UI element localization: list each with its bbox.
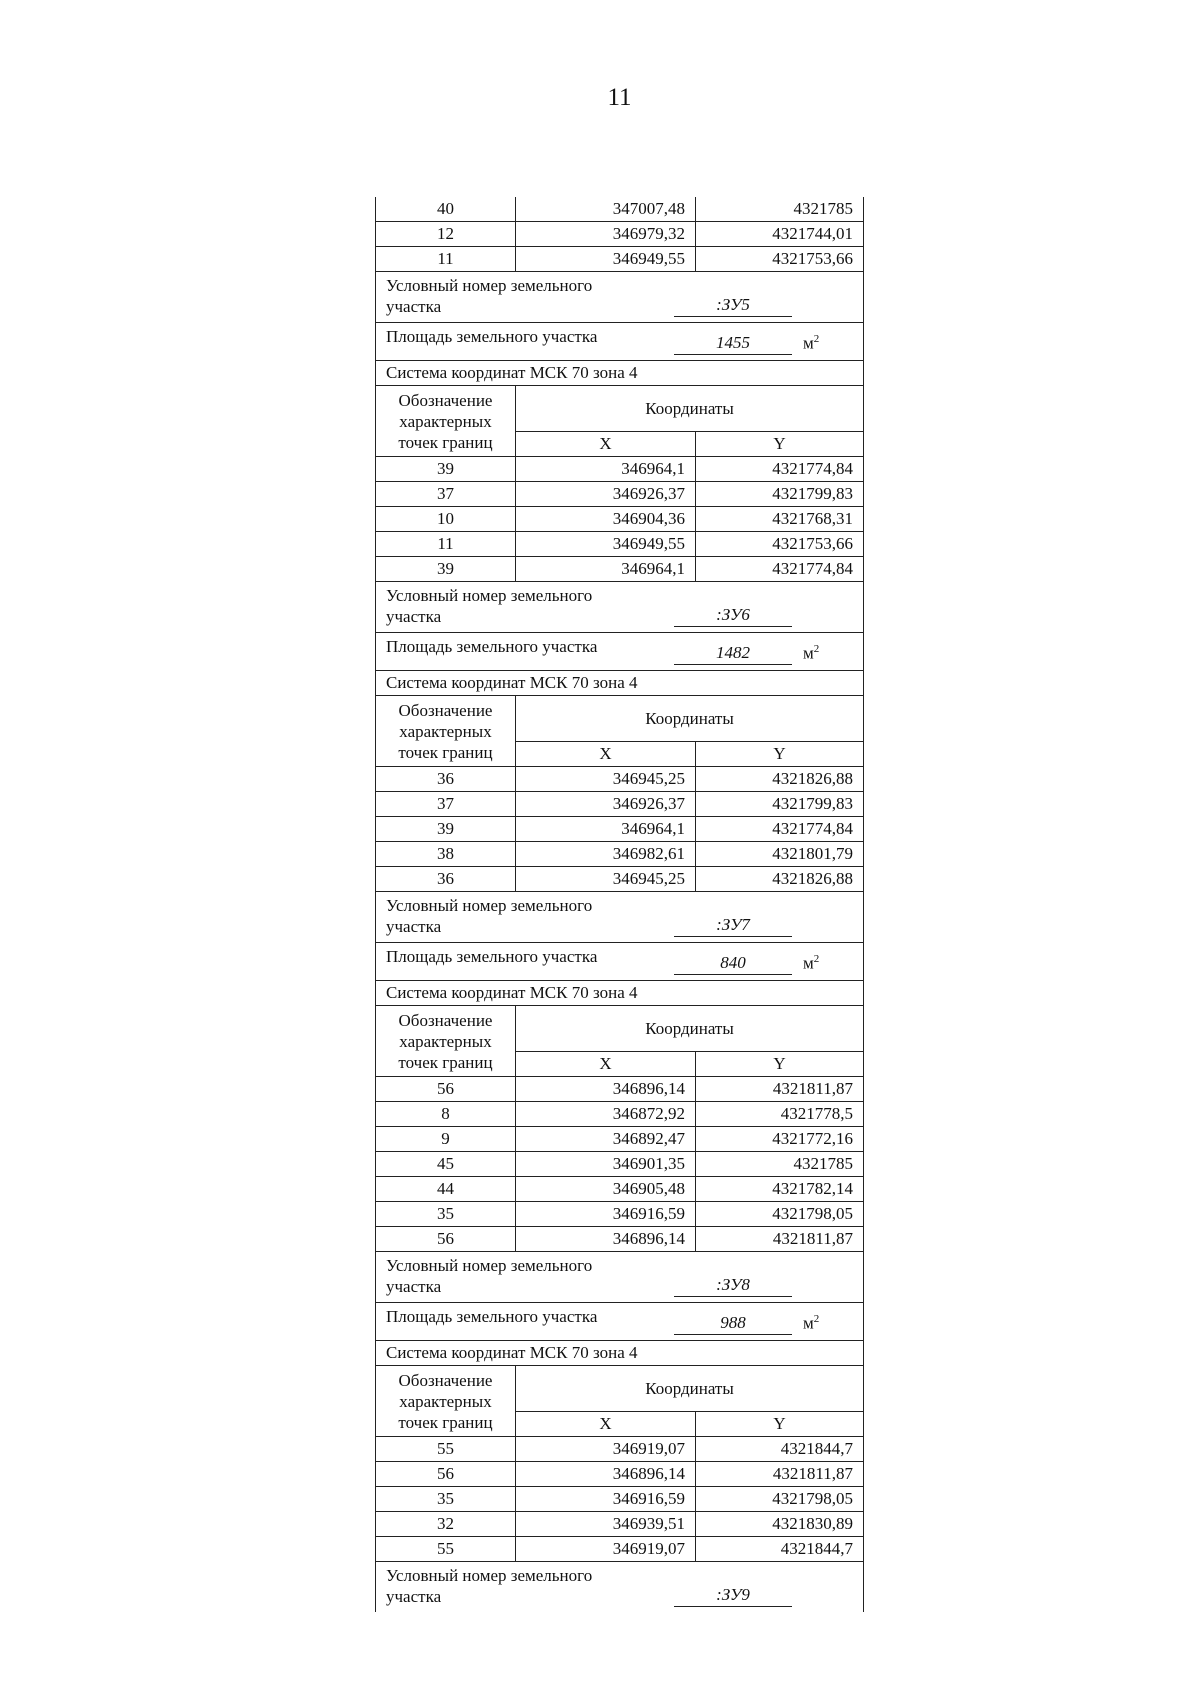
- point-id-cell: 44: [376, 1177, 516, 1202]
- coordinate-row: [376, 1462, 864, 1487]
- area-unit-exponent: 2: [813, 333, 820, 345]
- table-header-row: [376, 1366, 864, 1412]
- area-unit-text: м: [803, 953, 814, 973]
- coord-system-row: [376, 671, 864, 696]
- plot-number-cell: [376, 1562, 864, 1613]
- point-id-cell: 56: [376, 1227, 516, 1252]
- y-column-header: Y: [696, 432, 864, 457]
- plot-number-row: [376, 892, 864, 943]
- x-coordinate-cell: 346896,14: [516, 1462, 696, 1487]
- y-coordinate-cell: 4321768,31: [696, 507, 864, 532]
- x-coordinate-cell: 346964,1: [516, 817, 696, 842]
- coordinates-header: Координаты: [516, 1006, 864, 1052]
- x-coordinate-cell: 346926,37: [516, 792, 696, 817]
- coordinate-row: [376, 1177, 864, 1202]
- coordinate-row: [376, 1152, 864, 1177]
- area-unit-text: м: [803, 1313, 814, 1333]
- coord-system-row: [376, 1341, 864, 1366]
- area-unit: [803, 639, 819, 664]
- point-column-header: Обозначение характерных точек границ: [376, 1006, 516, 1077]
- plot-number-row: [376, 1562, 864, 1613]
- point-id-cell: 45: [376, 1152, 516, 1177]
- plot-area-row: [376, 633, 864, 671]
- x-coordinate-cell: 346949,55: [516, 247, 696, 272]
- coordinates-table: [375, 197, 864, 1612]
- plot-area-value: 1455: [674, 332, 792, 355]
- coordinates-header: Координаты: [516, 1366, 864, 1412]
- y-column-header: Y: [696, 742, 864, 767]
- plot-number-value: :ЗУ6: [674, 604, 792, 627]
- coord-system-cell: Система координат МСК 70 зона 4: [376, 981, 864, 1006]
- plot-area-value: 1482: [674, 642, 792, 665]
- y-coordinate-cell: 4321785: [696, 197, 864, 222]
- plot-number-value: :ЗУ8: [674, 1274, 792, 1297]
- y-coordinate-cell: 4321753,66: [696, 247, 864, 272]
- coordinates-table-body: [376, 197, 864, 1612]
- x-coordinate-cell: 346964,1: [516, 557, 696, 582]
- plot-number-row: [376, 1252, 864, 1303]
- point-id-cell: 37: [376, 792, 516, 817]
- plot-area-row: [376, 943, 864, 981]
- point-column-header: Обозначение характерных точек границ: [376, 1366, 516, 1437]
- plot-number-value: :ЗУ9: [674, 1584, 792, 1607]
- x-coordinate-cell: 347007,48: [516, 197, 696, 222]
- table-header-row: [376, 1006, 864, 1052]
- plot-area-value: 840: [674, 952, 792, 975]
- table-header-row: [376, 696, 864, 742]
- point-id-cell: 11: [376, 247, 516, 272]
- coordinate-row: [376, 792, 864, 817]
- point-id-cell: 35: [376, 1487, 516, 1512]
- coordinates-header: Координаты: [516, 696, 864, 742]
- x-coordinate-cell: 346945,25: [516, 867, 696, 892]
- coordinate-row: [376, 1227, 864, 1252]
- point-id-cell: 55: [376, 1437, 516, 1462]
- point-id-cell: 37: [376, 482, 516, 507]
- y-coordinate-cell: 4321778,5: [696, 1102, 864, 1127]
- plot-area-cell: [376, 633, 864, 671]
- coordinate-row: [376, 247, 864, 272]
- point-id-cell: 39: [376, 457, 516, 482]
- plot-area-cell: [376, 323, 864, 361]
- coordinate-row: [376, 1202, 864, 1227]
- plot-number-cell: [376, 582, 864, 633]
- y-coordinate-cell: 4321774,84: [696, 457, 864, 482]
- x-coordinate-cell: 346964,1: [516, 457, 696, 482]
- plot-number-label: Условный номер земельного участка: [386, 586, 593, 626]
- x-coordinate-cell: 346896,14: [516, 1227, 696, 1252]
- coordinates-header: Координаты: [516, 386, 864, 432]
- area-unit-exponent: 2: [813, 953, 820, 965]
- x-coordinate-cell: 346901,35: [516, 1152, 696, 1177]
- y-coordinate-cell: 4321799,83: [696, 792, 864, 817]
- plot-area-cell: [376, 943, 864, 981]
- plot-number-label: Условный номер земельного участка: [386, 276, 593, 316]
- y-column-header: Y: [696, 1412, 864, 1437]
- point-id-cell: 11: [376, 532, 516, 557]
- area-unit-text: м: [803, 333, 814, 353]
- plot-number-value: :ЗУ5: [674, 294, 792, 317]
- x-column-header: X: [516, 1052, 696, 1077]
- x-coordinate-cell: 346896,14: [516, 1077, 696, 1102]
- coordinate-row: [376, 817, 864, 842]
- y-coordinate-cell: 4321801,79: [696, 842, 864, 867]
- y-coordinate-cell: 4321785: [696, 1152, 864, 1177]
- point-id-cell: 8: [376, 1102, 516, 1127]
- coordinate-row: [376, 1512, 864, 1537]
- coord-system-cell: Система координат МСК 70 зона 4: [376, 1341, 864, 1366]
- plot-area-label: Площадь земельного участка: [386, 947, 598, 966]
- y-coordinate-cell: 4321844,7: [696, 1437, 864, 1462]
- area-unit-exponent: 2: [813, 1313, 820, 1325]
- y-coordinate-cell: 4321798,05: [696, 1202, 864, 1227]
- point-id-cell: 9: [376, 1127, 516, 1152]
- x-coordinate-cell: 346926,37: [516, 482, 696, 507]
- coordinate-row: [376, 767, 864, 792]
- point-id-cell: 40: [376, 197, 516, 222]
- coordinate-row: [376, 507, 864, 532]
- coord-system-row: [376, 361, 864, 386]
- coordinate-row: [376, 867, 864, 892]
- point-id-cell: 36: [376, 767, 516, 792]
- plot-area-label: Площадь земельного участка: [386, 327, 598, 346]
- plot-number-cell: [376, 892, 864, 943]
- plot-area-value: 988: [674, 1312, 792, 1335]
- coordinate-row: [376, 1437, 864, 1462]
- coord-system-cell: Система координат МСК 70 зона 4: [376, 361, 864, 386]
- plot-area-row: [376, 1303, 864, 1341]
- coordinate-row: [376, 1077, 864, 1102]
- plot-number-label: Условный номер земельного участка: [386, 1566, 593, 1606]
- plot-area-label: Площадь земельного участка: [386, 1307, 598, 1326]
- plot-area-row: [376, 323, 864, 361]
- point-id-cell: 10: [376, 507, 516, 532]
- point-id-cell: 55: [376, 1537, 516, 1562]
- x-column-header: X: [516, 742, 696, 767]
- coordinate-row: [376, 1537, 864, 1562]
- x-coordinate-cell: 346982,61: [516, 842, 696, 867]
- coordinate-row: [376, 457, 864, 482]
- x-coordinate-cell: 346904,36: [516, 507, 696, 532]
- y-coordinate-cell: 4321826,88: [696, 767, 864, 792]
- coordinate-row: [376, 842, 864, 867]
- y-coordinate-cell: 4321772,16: [696, 1127, 864, 1152]
- plot-number-label: Условный номер земельного участка: [386, 1256, 593, 1296]
- y-coordinate-cell: 4321744,01: [696, 222, 864, 247]
- y-coordinate-cell: 4321753,66: [696, 532, 864, 557]
- x-coordinate-cell: 346916,59: [516, 1202, 696, 1227]
- point-column-header: Обозначение характерных точек границ: [376, 386, 516, 457]
- coordinate-row: [376, 1127, 864, 1152]
- plot-number-row: [376, 582, 864, 633]
- coord-system-cell: Система координат МСК 70 зона 4: [376, 671, 864, 696]
- y-coordinate-cell: 4321844,7: [696, 1537, 864, 1562]
- point-id-cell: 39: [376, 557, 516, 582]
- x-coordinate-cell: 346872,92: [516, 1102, 696, 1127]
- x-coordinate-cell: 346892,47: [516, 1127, 696, 1152]
- coordinate-row: [376, 532, 864, 557]
- area-unit: [803, 329, 819, 354]
- y-coordinate-cell: 4321811,87: [696, 1077, 864, 1102]
- plot-number-label: Условный номер земельного участка: [386, 896, 593, 936]
- point-id-cell: 56: [376, 1077, 516, 1102]
- plot-number-value: :ЗУ7: [674, 914, 792, 937]
- coordinate-row: [376, 1487, 864, 1512]
- x-coordinate-cell: 346905,48: [516, 1177, 696, 1202]
- x-coordinate-cell: 346919,07: [516, 1437, 696, 1462]
- plot-area-cell: [376, 1303, 864, 1341]
- point-id-cell: 32: [376, 1512, 516, 1537]
- x-coordinate-cell: 346939,51: [516, 1512, 696, 1537]
- coordinate-row: [376, 197, 864, 222]
- y-coordinate-cell: 4321774,84: [696, 817, 864, 842]
- coordinate-row: [376, 222, 864, 247]
- y-coordinate-cell: 4321774,84: [696, 557, 864, 582]
- point-id-cell: 35: [376, 1202, 516, 1227]
- plot-number-row: [376, 272, 864, 323]
- coordinate-row: [376, 1102, 864, 1127]
- point-id-cell: 39: [376, 817, 516, 842]
- y-coordinate-cell: 4321811,87: [696, 1227, 864, 1252]
- y-column-header: Y: [696, 1052, 864, 1077]
- point-column-header: Обозначение характерных точек границ: [376, 696, 516, 767]
- area-unit-exponent: 2: [813, 643, 820, 655]
- x-coordinate-cell: 346979,32: [516, 222, 696, 247]
- x-coordinate-cell: 346916,59: [516, 1487, 696, 1512]
- y-coordinate-cell: 4321782,14: [696, 1177, 864, 1202]
- x-column-header: X: [516, 1412, 696, 1437]
- point-id-cell: 36: [376, 867, 516, 892]
- point-id-cell: 38: [376, 842, 516, 867]
- x-coordinate-cell: 346945,25: [516, 767, 696, 792]
- x-column-header: X: [516, 432, 696, 457]
- coordinate-row: [376, 557, 864, 582]
- x-coordinate-cell: 346919,07: [516, 1537, 696, 1562]
- x-coordinate-cell: 346949,55: [516, 532, 696, 557]
- y-coordinate-cell: 4321811,87: [696, 1462, 864, 1487]
- point-id-cell: 56: [376, 1462, 516, 1487]
- y-coordinate-cell: 4321799,83: [696, 482, 864, 507]
- point-id-cell: 12: [376, 222, 516, 247]
- y-coordinate-cell: 4321826,88: [696, 867, 864, 892]
- plot-number-cell: [376, 1252, 864, 1303]
- area-unit: [803, 949, 819, 974]
- plot-area-label: Площадь земельного участка: [386, 637, 598, 656]
- plot-number-cell: [376, 272, 864, 323]
- table-header-row: [376, 386, 864, 432]
- page-number: 11: [607, 84, 632, 111]
- y-coordinate-cell: 4321830,89: [696, 1512, 864, 1537]
- coord-system-row: [376, 981, 864, 1006]
- area-unit-text: м: [803, 643, 814, 663]
- area-unit: [803, 1309, 819, 1334]
- coordinate-row: [376, 482, 864, 507]
- y-coordinate-cell: 4321798,05: [696, 1487, 864, 1512]
